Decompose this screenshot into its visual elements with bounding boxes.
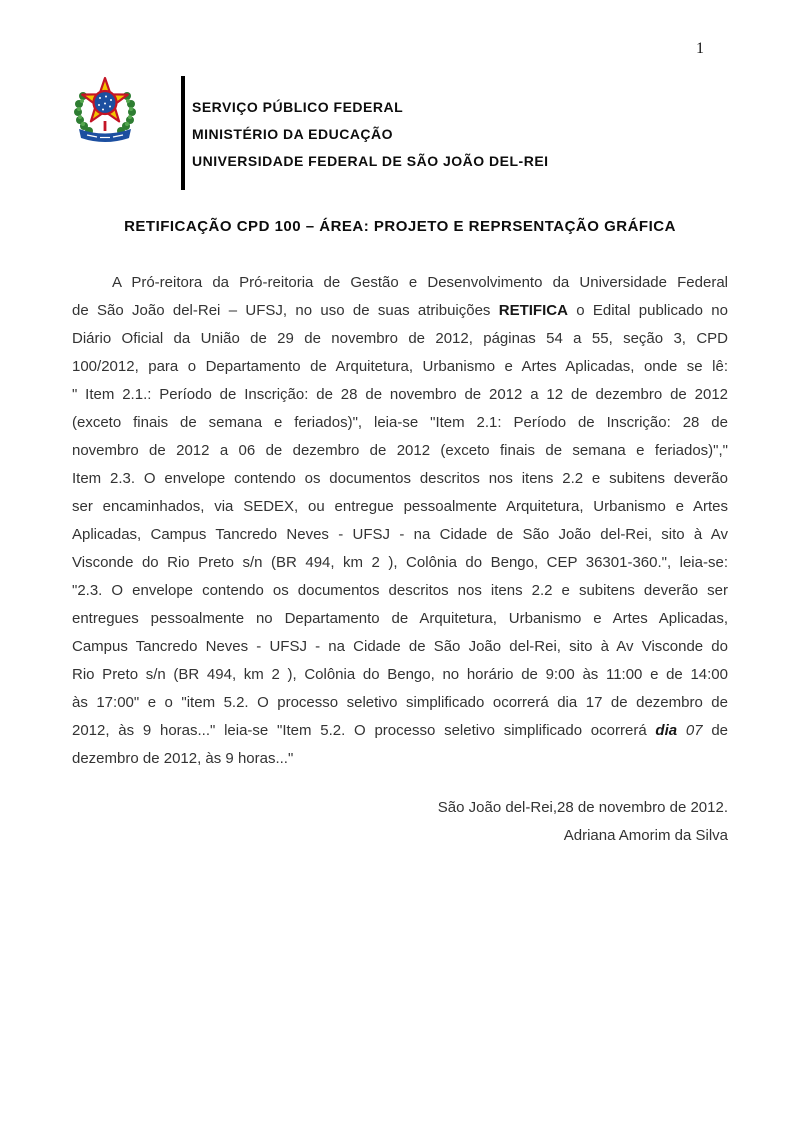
body-line: às 17:00" e o "item 5.2. O processo seletivo simplificado ocorrerá dia 17 de dezembro de — [72, 694, 728, 711]
body-line: Rio Preto s/n (BR 494, km 2 ), Colônia do Bengo, no horário de 9:00 às 11:00 e de 14:00 — [72, 666, 728, 683]
header-org-lines — [192, 74, 549, 175]
header-line-servico: SERVIÇO PÚBLICO FEDERAL — [192, 99, 404, 115]
page-number: 1 — [696, 40, 704, 57]
body-line: dezembro de 2012, às 9 horas..." — [72, 750, 294, 767]
body-line: Item 2.3. O envelope contendo os documentos descritos nos itens 2.2 e subitens deverão — [72, 470, 728, 487]
body-line: Aplicadas, Campus Tancredo Neves - UFSJ - na Cidade de São João del-Rei, sito à Av — [72, 526, 728, 543]
signature-name: Adriana Amorim da Silva — [563, 827, 728, 844]
body-line: Campus Tancredo Neves - UFSJ - na Cidade de São João del-Rei, sito à Av Visconde do — [72, 638, 728, 655]
body-line: 100/2012, para o Departamento de Arquitetura, Urbanismo e Artes Aplicadas, onde se lê: — [72, 358, 728, 375]
brazil-coat-of-arms-icon — [73, 74, 137, 148]
document-body — [72, 269, 728, 773]
document-header — [73, 74, 549, 190]
body-line: entregues pessoalmente no Departamento de Arquitetura, Urbanismo e Artes Aplicadas, — [72, 610, 728, 627]
signature-block — [72, 794, 728, 850]
body-line: 2012, às 9 horas..." leia-se "Item 5.2. O processo seletivo simplificado ocorrerá dia 07 de — [72, 722, 728, 739]
signature-place-date: São João del-Rei,28 de novembro de 2012. — [437, 799, 728, 816]
body-line: Diário Oficial da União de 29 de novembro de 2012, páginas 54 a 55, seção 3, CPD — [72, 330, 728, 347]
body-line: ser encaminhados, via SEDEX, ou entregue pessoalmente Arquitetura, Urbanismo e Artes — [72, 498, 728, 515]
header-line-ministerio: MINISTÉRIO DA EDUCAÇÃO — [192, 126, 394, 142]
document-title: RETIFICAÇÃO CPD 100 – ÁREA: PROJETO E REPRSENTAÇÃO GRÁFICA — [124, 218, 676, 235]
body-line: " Item 2.1.: Período de Inscrição: de 28 de novembro de 2012 a 12 de dezembro de 2012 — [72, 386, 728, 403]
body-line: novembro de 2012 a 06 de dezembro de 2012 (exceto finais de semana e feriados)"," — [72, 442, 728, 459]
body-line: A Pró-reitora da Pró-reitoria de Gestão e Desenvolvimento da Universidade Federal — [112, 274, 728, 291]
body-line: (exceto finais de semana e feriados)", leia-se "Item 2.1: Período de Inscrição: 28 de — [72, 414, 728, 431]
body-line: de São João del-Rei – UFSJ, no uso de suas atribuições RETIFICA o Edital publicado no — [72, 302, 728, 319]
body-line: Visconde do Rio Preto s/n (BR 494, km 2 ), Colônia do Bengo, CEP 36301-360.", leia-se: — [72, 554, 728, 571]
header-divider-bar — [181, 76, 185, 190]
header-line-universidade: UNIVERSIDADE FEDERAL DE SÃO JOÃO DEL-REI — [192, 153, 549, 169]
body-line: "2.3. O envelope contendo os documentos descritos nos itens 2.2 e subitens deverão ser — [72, 582, 728, 599]
